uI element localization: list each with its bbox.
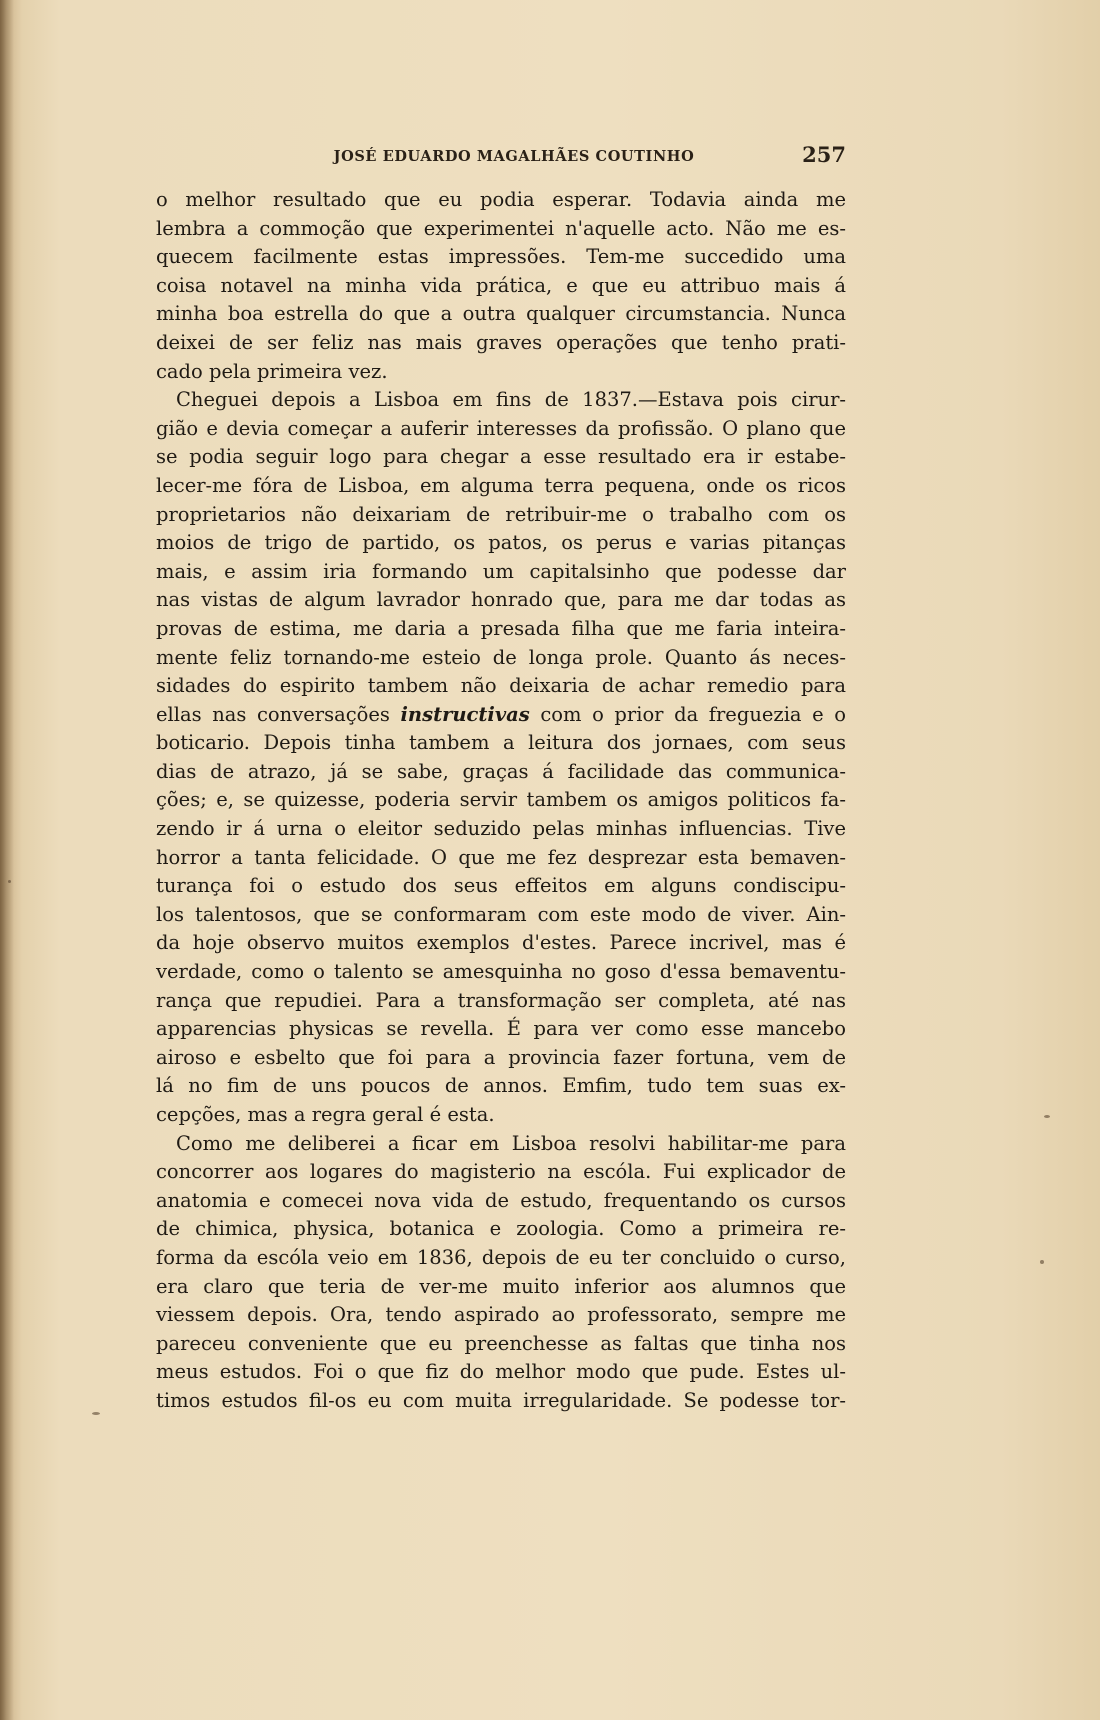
paper-speck <box>1040 1260 1044 1264</box>
text-line: sidades do espirito tambem não deixaria de achar remedio para <box>156 674 846 698</box>
text-line: los talentosos, que se conformaram com este modo de viver. Ain- <box>156 902 846 926</box>
text-line: rança que repudiei. Para a transformação ser completa, até nas <box>156 988 846 1012</box>
text-line: lecer-me fóra de Lisboa, em alguma terra pequena, onde os ricos <box>156 473 846 497</box>
text-line: verdade, como o talento se amesquinha no goso d'essa bemaventu- <box>156 960 846 984</box>
text-line: cepções, mas a regra geral é esta. <box>156 1103 495 1126</box>
text-line: apparencias physicas se revella. É para ver como esse mancebo <box>156 1017 846 1041</box>
text-line: lá no fim de uns poucos de annos. Emfim, tudo tem suas ex- <box>156 1074 846 1098</box>
text-line: anatomia e comecei nova vida de estudo, frequentando os cursos <box>156 1188 846 1212</box>
text-line: concorrer aos logares do magisterio na escóla. Fui explicador de <box>156 1160 846 1184</box>
text-line: horror a tanta felicidade. O que me fez desprezar esta bemaven- <box>156 845 846 869</box>
text-line: dias de atrazo, já se sabe, graças á facilidade das communica- <box>156 759 846 783</box>
text-line: turança foi o estudo dos seus effeitos em alguns condiscipu- <box>156 874 846 898</box>
text-line: airoso e esbelto que foi para a provincia fazer fortuna, vem de <box>156 1045 846 1069</box>
text-line: meus estudos. Foi o que fiz do melhor modo que pude. Estes ul- <box>156 1360 846 1384</box>
text-line: de chimica, physica, botanica e zoologia. Como a primeira re- <box>156 1217 846 1241</box>
text-line: mais, e assim iria formando um capitalsinho que podesse dar <box>156 559 846 583</box>
text-line: boticario. Depois tinha tambem a leitura dos jornaes, com seus <box>156 731 846 755</box>
text-line: viessem depois. Ora, tendo aspirado ao professorato, sempre me <box>156 1303 846 1327</box>
text-segment: com o prior da freguezia e o <box>529 702 846 726</box>
text-line: mente feliz tornando-me esteio de longa prole. Quanto ás neces- <box>156 645 846 669</box>
text-line: cado pela primeira vez. <box>156 359 388 383</box>
body-text <box>156 186 846 1416</box>
text-line: deixei de ser feliz nas mais graves operações que tenho prati- <box>156 330 846 354</box>
text-line: Cheguei depois a Lisboa em fins de 1837.—Estava pois cirur- <box>176 388 846 412</box>
paper-speck <box>8 880 11 883</box>
text-line: moios de trigo de partido, os patos, os perus e varias pitanças <box>156 531 846 555</box>
text-segment: ellas nas conversações <box>156 702 401 726</box>
page-header <box>156 142 846 172</box>
text-line-with-italic <box>156 701 846 730</box>
text-line: timos estudos fil-os eu com muita irregularidade. Se podesse tor- <box>156 1388 846 1412</box>
text-line: se podia seguir logo para chegar a esse resultado era ir estabe- <box>156 445 846 469</box>
text-line: provas de estima, me daria a presada filha que me faria inteira- <box>156 616 846 640</box>
binding-shadow <box>0 0 14 1720</box>
text-line: nas vistas de algum lavrador honrado que, para me dar todas as <box>156 588 846 612</box>
paper-speck <box>1044 1115 1050 1118</box>
text-line: minha boa estrella do que a outra qualquer circumstancia. Nunca <box>156 302 846 326</box>
paper-speck <box>92 1412 100 1415</box>
text-line: ções; e, se quizesse, poderia servir tambem os amigos politicos fa- <box>156 788 846 812</box>
text-line: era claro que teria de ver-me muito inferior aos alumnos que <box>156 1274 846 1298</box>
running-head: JOSÉ EDUARDO MAGALHÃES COUTINHO <box>333 148 695 165</box>
text-line: pareceu conveniente que eu preenchesse as faltas que tinha nos <box>156 1331 846 1355</box>
text-line: da hoje observo muitos exemplos d'estes. Parece incrivel, mas é <box>156 931 846 955</box>
text-line: o melhor resultado que eu podia esperar. Todavia ainda me <box>156 188 846 211</box>
page-number: 257 <box>802 142 846 167</box>
text-line: zendo ir á urna o eleitor seduzido pelas minhas influencias. Tive <box>156 817 846 841</box>
text-line: lembra a commoção que experimentei n'aquelle acto. Não me es- <box>156 216 846 240</box>
text-line: coisa notavel na minha vida prática, e que eu attribuo mais á <box>156 273 846 297</box>
text-line: quecem facilmente estas impressões. Tem-me succedido uma <box>156 245 846 269</box>
text-line: Como me deliberei a ficar em Lisboa resolvi habilitar-me para <box>176 1131 846 1155</box>
text-line: proprietarios não deixariam de retribuir-me o trabalho com os <box>156 502 846 526</box>
text-line: gião e devia começar a auferir interesses da profissão. O plano que <box>156 416 846 440</box>
text-line: forma da escóla veio em 1836, depois de eu ter concluido o curso, <box>156 1245 846 1269</box>
italic-word: instructivas <box>400 702 530 726</box>
